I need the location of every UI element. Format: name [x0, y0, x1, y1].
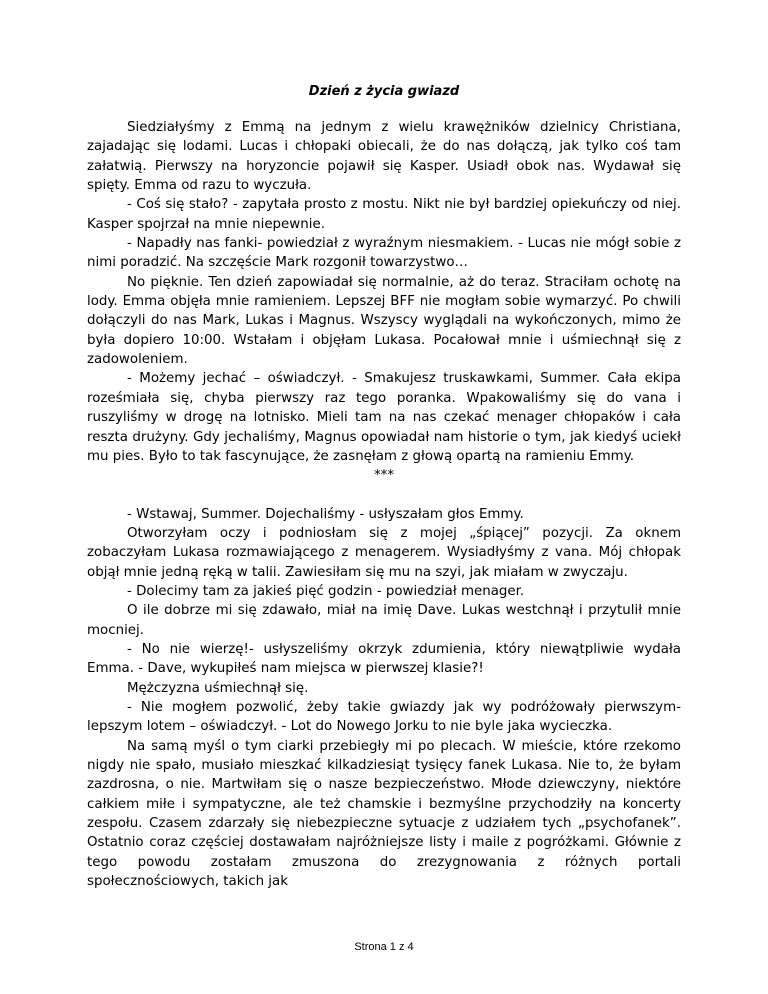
- paragraph: - Wstawaj, Summer. Dojechaliśmy - usłyszałam głos Emmy.: [127, 506, 524, 522]
- paragraph: Otworzyłam oczy i podniosłam się z mojej „śpiącej” pozycji. Za oknem zobaczyłam Lukasa rozmawiającego z menagerem. Wysiadłyśmy z vana. Mój chłopak objął mnie jedną ręką w talii. Zawiesiłam się mu na szyi, jak miałam w zwyczaju.: [87, 525, 681, 580]
- page-title: Dzień z życia gwiazd: [308, 84, 460, 99]
- section-separator: ***: [373, 468, 395, 484]
- paragraph: Na samą myśl o tym ciarki przebiegły mi po plecach. W mieście, które rzekomo nigdy nie spało, musiało mieszkać kilkadziesiąt tysięcy fanek Lukasa. Nie to, że byłam zazdrosna, o nie. Martwiłam się o nasze bezpieczeństwo. Młode dziewczyny, niektóre całkiem miłe i sympatyczne, ale też chamskie i bezmyślne przychodziły na koncerty zespołu. Czasem zdarzały się niebezpieczne sytuacje z udziałem tych „psychofanek”. Ostatnio coraz częściej dostawałam najróżniejsze listy i maile z pogróżkami. Głównie z tego powodu zostałam zmuszona do zrezygnowania z różnych portali społecznościowych, takich jak: [87, 738, 681, 890]
- paragraph: O ile dobrze mi się zdawało, miał na imię Dave. Lukas westchnął i przytulił mnie mocniej.: [87, 603, 681, 638]
- document-body: [87, 118, 681, 891]
- paragraph: - Możemy jechać – oświadczył. - Smakujesz truskawkami, Summer. Cała ekipa roześmiała się, chyba pierwszy raz tego poranka. Wpakowaliśmy się do vana i ruszyliśmy w drogę na lotnisko. Mieli tam na nas czekać menager chłopaków i cała reszta drużyny. Gdy jechaliśmy, Magnus opowiadał nam historie o tym, jak kiedyś uciekł mu pies. Było to tak fascynujące, że zasnęłam z głową opartą na ramieniu Emmy.: [87, 371, 681, 464]
- paragraph: - Napadły nas fanki- powiedział z wyraźnym niesmakiem. - Lucas nie mógł sobie z nimi poradzić. Na szczęście Mark rozgonił towarzystwo…: [87, 236, 681, 271]
- paragraph: - Dolecimy tam za jakieś pięć godzin - powiedział menager.: [127, 583, 525, 599]
- paragraph: - Coś się stało? - zapytała prosto z mostu. Nikt nie był bardziej opiekuńczy od niej. Kasper spojrzał na mnie niepewnie.: [87, 197, 681, 232]
- paragraph: - No nie wierzę!- usłyszeliśmy okrzyk zdumienia, który niewątpliwie wydała Emma. - Dave, wykupiłeś nam miejsca w pierwszej klasie?!: [87, 641, 681, 677]
- page-number-footer: Strona 1 z 4: [354, 941, 414, 953]
- paragraph: No pięknie. Ten dzień zapowiadał się normalnie, aż do teraz. Straciłam ochotę na lody. Emma objęła mnie ramieniem. Lepszej BFF nie mogłam sobie wymarzyć. Po chwili dołączyli do nas Mark, Lukas i Magnus. Wszyscy wyglądali na wykończonych, mimo że była dopiero 10:00. Wstałam i objęłam Lukasa. Pocałował mnie i uśmiechnął się z zadowoleniem.: [87, 274, 681, 368]
- paragraph: Siedziałyśmy z Emmą na jednym z wielu krawężników dzielnicy Christiana, zajadając się lodami. Lucas i chłopaki obiecali, że do nas dołączą, jak tylko coś tam załatwią. Pierwszy na horyzoncie pojawił się Kasper. Usiadł obok nas. Wydawał się spięty. Emma od razu to wyczuła.: [87, 120, 681, 194]
- paragraph: Mężczyzna uśmiechnął się.: [127, 680, 309, 696]
- paragraph: - Nie mogłem pozwolić, żeby takie gwiazdy jak wy podróżowały pierwszym-lepszym lotem – oświadczył. - Lot do Nowego Jorku to nie byle jaka wycieczka.: [87, 699, 681, 735]
